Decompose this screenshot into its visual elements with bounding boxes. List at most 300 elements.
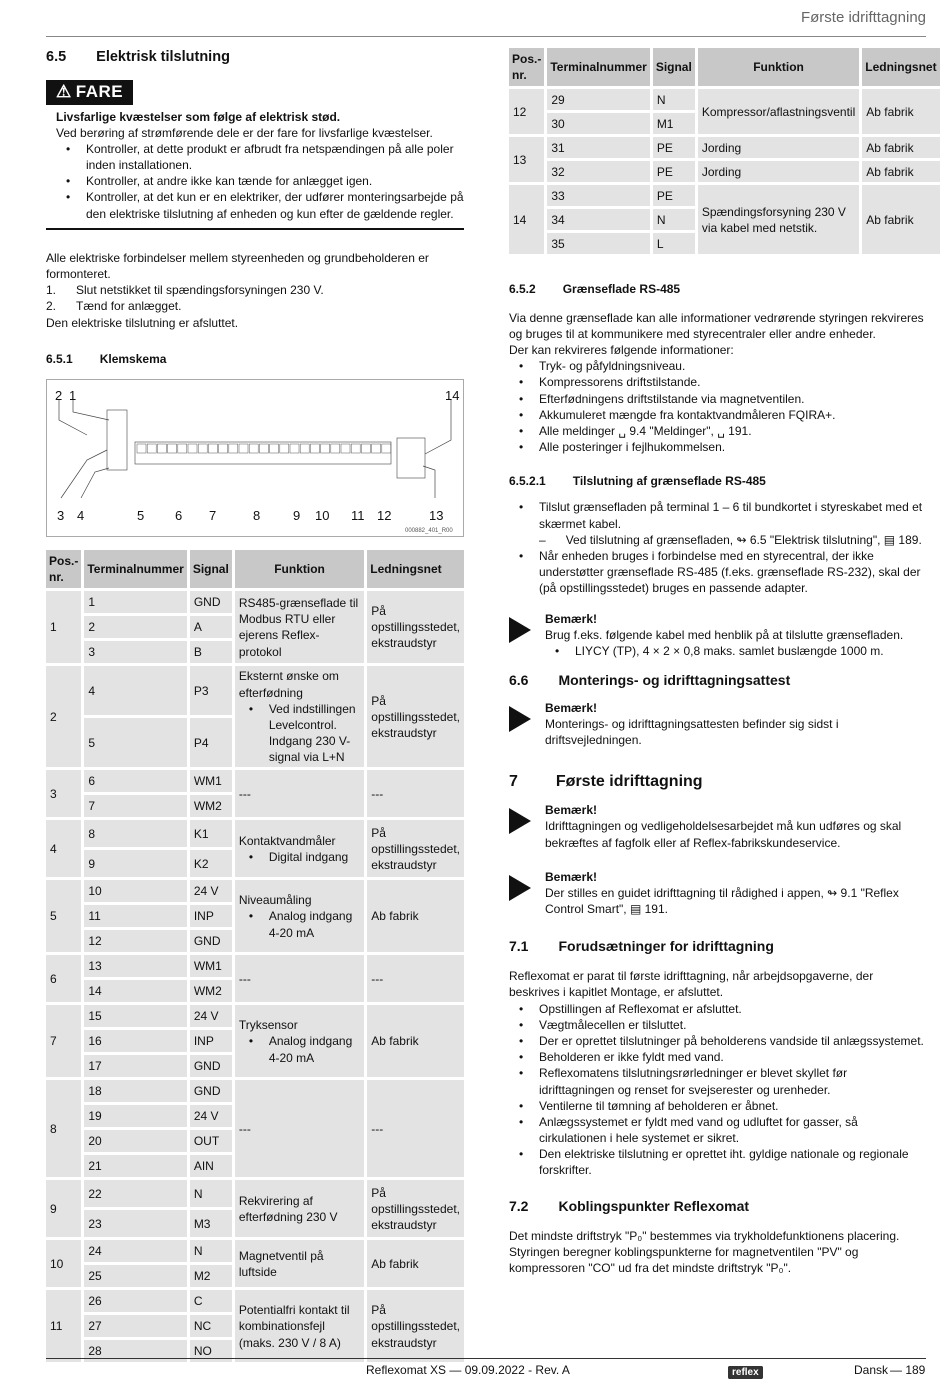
list-item: • Akkumuleret mængde fra kontaktvandmåleren FQIRA+. bbox=[509, 407, 925, 423]
terminal-cell bbox=[249, 444, 258, 453]
terminal-cell bbox=[300, 444, 309, 453]
signal-cell: K2 bbox=[190, 850, 232, 877]
terminal-cell bbox=[157, 444, 166, 453]
diagram-code: 000882_401_R00 bbox=[405, 527, 453, 534]
terminal-cell bbox=[341, 444, 350, 453]
function-list bbox=[239, 908, 360, 940]
function-text: RS485-grænseflade til Modbus RTU eller ejerens Reflex-protokol bbox=[238, 595, 359, 659]
function-cell bbox=[235, 955, 364, 1002]
terminal-cell: 27 bbox=[84, 1315, 186, 1337]
callout-label: 8 bbox=[253, 507, 261, 523]
section-number: 6.5 bbox=[46, 49, 67, 65]
signal-cell: C bbox=[190, 1290, 232, 1312]
table-row bbox=[46, 770, 464, 792]
note-text: Idrifttagningen og vedligeholdelsesarbejdet må kun udføres og skal bekræftes af fagfolk eller af Reflex-fabrikskundeservice. bbox=[545, 819, 902, 850]
column-header: Terminalnummer bbox=[547, 48, 649, 86]
section-title: Tilslutning af grænseflade RS-485 bbox=[572, 474, 766, 489]
net-cell: Ab fabrik bbox=[862, 185, 939, 254]
rs485-paragraph: Via denne grænseflade kan alle informationer vedrørende styringen rekvireres og bruges til at kommunikere med styrecentraler eller andre enheder. bbox=[509, 310, 924, 341]
note-attest bbox=[509, 700, 925, 749]
chapter-number: 7 bbox=[509, 772, 518, 790]
signal-cell: NC bbox=[190, 1315, 232, 1337]
function-text: --- bbox=[238, 786, 251, 801]
pos-cell: 12 bbox=[509, 89, 544, 134]
table-row bbox=[46, 666, 464, 715]
signal-cell: P3 bbox=[190, 666, 232, 715]
terminal-cell: 13 bbox=[84, 955, 186, 977]
footer-rule bbox=[46, 1358, 926, 1359]
function-cell bbox=[235, 820, 364, 877]
terminal-cell bbox=[178, 444, 187, 453]
terminal-cell: 5 bbox=[84, 718, 186, 767]
function-cell bbox=[235, 666, 364, 767]
terminal-cell: 21 bbox=[84, 1155, 186, 1177]
terminal-cell: 11 bbox=[84, 905, 186, 927]
terminal-cell: 22 bbox=[84, 1180, 186, 1207]
section-heading-7-1 bbox=[509, 937, 925, 956]
terminal-cell bbox=[321, 444, 330, 453]
table-row bbox=[509, 161, 940, 182]
signal-cell: INP bbox=[190, 905, 232, 927]
list-item: • LIYCY (TP), 4 × 2 × 0,8 maks. samlet buslængde 1000 m. bbox=[545, 643, 903, 659]
list-item: • Digital indgang bbox=[239, 849, 360, 865]
list-item: • Alle posteringer i fejlhukommelsen. bbox=[509, 439, 925, 455]
callout-label: 13 bbox=[429, 507, 444, 523]
note-arrow-icon bbox=[509, 875, 531, 901]
callout-label: 9 bbox=[293, 507, 301, 523]
left-column bbox=[46, 48, 464, 1365]
section-heading-6-5-2 bbox=[509, 281, 925, 297]
terminal-cell: 31 bbox=[547, 137, 649, 158]
terminal-cell bbox=[188, 444, 197, 453]
net-cell: Ab fabrik bbox=[862, 89, 939, 134]
steps-list bbox=[46, 282, 464, 314]
column-header: Funktion bbox=[698, 48, 859, 86]
table-row bbox=[46, 880, 464, 902]
step-number: 1. bbox=[46, 283, 57, 298]
table-row bbox=[509, 185, 940, 206]
pos-cell: 6 bbox=[46, 955, 81, 1002]
signal-cell: B bbox=[190, 641, 232, 663]
signal-cell: N bbox=[190, 1180, 232, 1207]
column-header: Terminalnummer bbox=[84, 550, 186, 588]
function-cell bbox=[235, 1005, 364, 1077]
net-cell: --- bbox=[367, 955, 464, 1002]
terminal-cell: 30 bbox=[547, 113, 649, 134]
section-heading-6-6 bbox=[509, 671, 925, 690]
callout-label: 5 bbox=[137, 507, 145, 523]
function-text: Tryksensor bbox=[238, 1018, 298, 1033]
terminal-diagram bbox=[46, 379, 464, 537]
signal-cell: M1 bbox=[653, 113, 695, 134]
list-item: • Kompressorens driftstilstande. bbox=[509, 374, 925, 390]
danger-label: FARE bbox=[75, 81, 124, 101]
terminal-cell: 26 bbox=[84, 1290, 186, 1312]
function-text: --- bbox=[238, 1121, 251, 1136]
table-row bbox=[46, 1080, 464, 1102]
table-body bbox=[46, 591, 464, 1362]
terminal-cell: 29 bbox=[547, 89, 649, 110]
signal-cell: 24 V bbox=[190, 1005, 232, 1027]
net-cell: På opstillingsstedet, ekstraudstyr bbox=[367, 1180, 464, 1237]
column-header: Pos.-nr. bbox=[46, 550, 81, 588]
table-row bbox=[46, 820, 464, 847]
section-heading-6-5-2-1 bbox=[509, 473, 925, 489]
danger-separator bbox=[46, 228, 464, 230]
prereq-paragraph: Reflexomat er parat til første idrifttagning, når arbejdsopgaverne, der beskrives i kapitlet Montage, er afsluttet. bbox=[509, 969, 874, 1000]
function-cell bbox=[235, 1080, 364, 1177]
terminal-cell bbox=[219, 444, 228, 453]
function-cell bbox=[698, 137, 859, 158]
signal-cell: GND bbox=[190, 930, 232, 952]
terminal-cell: 14 bbox=[84, 980, 186, 1002]
danger-badge bbox=[46, 80, 133, 105]
callout-label: 11 bbox=[351, 507, 365, 523]
function-cell bbox=[235, 880, 364, 952]
switchpoints-paragraph: Det mindste driftstryk "P₀" bestemmes via trykholdefunktionens placering. Styringen beregner koblingspunkterne for magnetventilen "PV" og kompressoren "CO" ud fra det mindste driftstryk "P₀". bbox=[509, 1228, 900, 1275]
pos-cell: 2 bbox=[46, 666, 81, 767]
done-text: Den elektriske tilslutning er afsluttet. bbox=[46, 315, 239, 330]
right-column bbox=[509, 48, 937, 1276]
terminal-cell: 33 bbox=[547, 185, 649, 206]
pos-cell: 3 bbox=[46, 770, 81, 817]
list-item-text: Tilslut grænsefladen på terminal 1 – 6 til bundkortet i styreskabet med et skærmet kabel. bbox=[539, 500, 923, 531]
list-item: • Alle meldinger ␣ 9.4 "Meldinger", ␣ 191. bbox=[509, 423, 925, 439]
signal-cell: WM2 bbox=[190, 795, 232, 817]
function-text: Jording bbox=[701, 164, 742, 179]
section-number: 6.5.1 bbox=[46, 351, 73, 366]
list-item: • Analog indgang 4-20 mA bbox=[239, 1033, 360, 1065]
terminal-cell bbox=[372, 444, 381, 453]
list-item: • Ventilerne til tømning af beholderen er åbnet. bbox=[509, 1098, 925, 1114]
column-header: Ledningsnet bbox=[367, 550, 464, 588]
column-header: Signal bbox=[190, 550, 232, 588]
section-title: Forudsætninger for idrifttagning bbox=[558, 938, 774, 955]
callout-label: 7 bbox=[209, 507, 217, 523]
net-cell: På opstillingsstedet, ekstraudstyr bbox=[367, 1290, 464, 1362]
table-header-row bbox=[509, 48, 940, 86]
signal-cell: GND bbox=[190, 1080, 232, 1102]
table-header-row bbox=[46, 550, 464, 588]
table-row bbox=[46, 591, 464, 613]
terminal-cell: 32 bbox=[547, 161, 649, 182]
section-number: 7.1 bbox=[509, 938, 529, 955]
list-item: • Vægtmålecellen er tilsluttet. bbox=[509, 1017, 925, 1033]
list-item: • Der er oprettet tilslutninger på beholderens vandside til anlægssystemet. bbox=[509, 1033, 925, 1049]
list-item: • Kontroller, at dette produkt er afbrudt fra netspændingen på alle poler inden installationen. bbox=[56, 141, 464, 173]
signal-cell: PE bbox=[653, 185, 695, 206]
net-cell: Ab fabrik bbox=[367, 1005, 464, 1077]
rs485-info-intro: Der kan rekvireres følgende informationer: bbox=[509, 342, 734, 357]
function-cell bbox=[235, 1180, 364, 1237]
terminal-cell bbox=[270, 444, 279, 453]
terminal-cell: 28 bbox=[84, 1340, 186, 1362]
table-row bbox=[46, 955, 464, 977]
chapter-heading-7 bbox=[509, 771, 925, 793]
list-item: • Den elektriske tilslutning er oprettet iht. gyldige nationale og regionale forskrifter. bbox=[509, 1146, 925, 1178]
net-cell: På opstillingsstedet, ekstraudstyr bbox=[367, 666, 464, 767]
sub-item bbox=[539, 532, 925, 548]
signal-cell: WM1 bbox=[190, 955, 232, 977]
function-text: Rekvirering af efterfødning 230 V bbox=[238, 1193, 338, 1224]
pos-cell: 1 bbox=[46, 591, 81, 663]
terminal-cell: 19 bbox=[84, 1105, 186, 1127]
pos-cell: 9 bbox=[46, 1180, 81, 1237]
terminal-cell: 1 bbox=[84, 591, 186, 613]
list-item: • Reflexomatens tilslutningsrørledninger er blevet skyllet før idrifttagningen og renset for svejserester og urenheder. bbox=[509, 1065, 925, 1097]
table-row bbox=[46, 1005, 464, 1027]
pos-cell: 11 bbox=[46, 1290, 81, 1362]
footer-doc: Reflexomat XS — 09.09.2022 - Rev. A bbox=[366, 1363, 570, 1377]
signal-cell: WM2 bbox=[190, 980, 232, 1002]
signal-cell: N bbox=[653, 209, 695, 230]
intro-text: Alle elektriske forbindelser mellem styreenheden og grundbeholderen er formonteret. bbox=[46, 250, 429, 281]
running-header: Første idrifttagning bbox=[800, 9, 926, 26]
function-text: --- bbox=[238, 971, 251, 986]
terminal-cell: 7 bbox=[84, 795, 186, 817]
section-number: 6.5.2.1 bbox=[509, 474, 546, 489]
signal-cell: M3 bbox=[190, 1210, 232, 1237]
logo-text: reflex bbox=[728, 1366, 763, 1379]
column-header: Signal bbox=[653, 48, 695, 86]
function-cell bbox=[698, 185, 859, 254]
signal-cell: INP bbox=[190, 1030, 232, 1052]
section-number: 7.2 bbox=[509, 1197, 529, 1214]
terminal-cell bbox=[147, 444, 156, 453]
terminal-cell: 8 bbox=[84, 820, 186, 847]
function-text: Kompressor/aflastningsventil bbox=[701, 104, 856, 119]
table-row bbox=[46, 1180, 464, 1207]
terminal-cell bbox=[331, 444, 340, 453]
terminal-cell: 16 bbox=[84, 1030, 186, 1052]
net-cell: På opstillingsstedet, ekstraudstyr bbox=[367, 591, 464, 663]
terminal-cell bbox=[351, 444, 360, 453]
callout-label: 14 bbox=[445, 387, 460, 403]
terminal-cell bbox=[259, 444, 268, 453]
terminal-cell: 34 bbox=[547, 209, 649, 230]
section-title: Koblingspunkter Reflexomat bbox=[558, 1197, 750, 1214]
function-text: Potentialfri kontakt til kombinationsfejl (maks. 230 V / 8 A) bbox=[238, 1303, 350, 1350]
callout-label: 1 bbox=[69, 387, 77, 403]
step-item bbox=[46, 282, 464, 298]
signal-cell: L bbox=[653, 233, 695, 254]
footer-lang: Dansk bbox=[854, 1363, 889, 1377]
pos-cell: 7 bbox=[46, 1005, 81, 1077]
page-number: — 189 bbox=[890, 1363, 926, 1377]
terminal-cell: 12 bbox=[84, 930, 186, 952]
step-number: 2. bbox=[46, 299, 57, 314]
net-cell: Ab fabrik bbox=[367, 880, 464, 952]
function-cell bbox=[235, 591, 364, 663]
section-title: Elektrisk tilslutning bbox=[96, 49, 230, 65]
section-heading-6-5 bbox=[46, 48, 464, 68]
column-header: Pos.-nr. bbox=[509, 48, 544, 86]
note-arrow-icon bbox=[509, 808, 531, 834]
table-row bbox=[46, 1240, 464, 1262]
pos-cell: 13 bbox=[509, 137, 544, 182]
note-service bbox=[509, 802, 925, 851]
callout-label: 4 bbox=[77, 507, 85, 523]
chapter-title: Første idrifttagning bbox=[555, 772, 703, 790]
terminal-diagram-svg bbox=[47, 380, 463, 536]
list-item: • Ved indstillingen Levelcontrol. Indgang 230 V-signal via L+N bbox=[239, 701, 360, 766]
note-label: Bemærk! bbox=[545, 803, 598, 818]
terminal-cell bbox=[198, 444, 207, 453]
section-title: Klemskema bbox=[99, 351, 167, 366]
pos-cell: 4 bbox=[46, 820, 81, 877]
signal-cell: N bbox=[653, 89, 695, 110]
list-item: • Anlægssystemet er fyldt med vand og udluftet for gasser, så cirkulationen i hele systemet er sikret. bbox=[509, 1114, 925, 1146]
table-body bbox=[509, 89, 940, 254]
section-number: 6.5.2 bbox=[509, 282, 536, 297]
rs485-info-list bbox=[509, 358, 925, 455]
reflex-logo bbox=[728, 1363, 763, 1380]
net-cell: Ab fabrik bbox=[862, 137, 939, 158]
table-row bbox=[509, 89, 940, 110]
callout-label: 6 bbox=[175, 507, 183, 523]
terminal-cell: 35 bbox=[547, 233, 649, 254]
net-cell: Ab fabrik bbox=[367, 1240, 464, 1287]
terminal-cell: 20 bbox=[84, 1130, 186, 1152]
terminal-cell: 6 bbox=[84, 770, 186, 792]
note-label: Bemærk! bbox=[545, 701, 598, 716]
list-item: • Beholderen er ikke fyldt med vand. bbox=[509, 1049, 925, 1065]
terminal-cell: 25 bbox=[84, 1265, 186, 1287]
note-app bbox=[509, 869, 925, 918]
header-rule bbox=[46, 36, 926, 37]
signal-cell: GND bbox=[190, 591, 232, 613]
terminal-cell bbox=[137, 444, 146, 453]
callout-label: 2 bbox=[55, 387, 63, 403]
danger-heading: Livsfarlige kvæstelser som følge af elektrisk stød. bbox=[56, 109, 341, 124]
signal-cell: A bbox=[190, 616, 232, 638]
terminal-cell: 18 bbox=[84, 1080, 186, 1102]
column-header: Funktion bbox=[235, 550, 364, 588]
function-list bbox=[239, 701, 360, 766]
terminal-cell bbox=[168, 444, 177, 453]
column-header: Ledningsnet bbox=[862, 48, 939, 86]
terminal-cell bbox=[229, 444, 238, 453]
list-item: • Kontroller, at det kun er en elektriker, der udfører monteringsarbejde på den elektriske tilslutning af enheden og kun efter de gældende regler. bbox=[56, 189, 464, 221]
signal-cell: P4 bbox=[190, 718, 232, 767]
callout-label: 10 bbox=[315, 507, 330, 523]
function-list bbox=[239, 849, 360, 865]
note-arrow-icon bbox=[509, 617, 531, 643]
signal-cell: PE bbox=[653, 137, 695, 158]
terminal-cell: 2 bbox=[84, 616, 186, 638]
terminal-cell bbox=[239, 444, 248, 453]
function-cell bbox=[235, 1240, 364, 1287]
sub-item-text: Ved tilslutning af grænsefladen, ↬ 6.5 "Elektrisk tilslutning", ▤ 189. bbox=[565, 532, 922, 547]
note-text: Monterings- og idrifttagningsattesten befinder sig sidst i driftsvejledningen. bbox=[545, 717, 839, 748]
signal-cell: NO bbox=[190, 1340, 232, 1362]
pos-cell: 5 bbox=[46, 880, 81, 952]
terminal-cell bbox=[361, 444, 370, 453]
pos-cell: 14 bbox=[509, 185, 544, 254]
terminal-cell bbox=[310, 444, 319, 453]
net-cell: Ab fabrik bbox=[862, 161, 939, 182]
rs485-connect-list bbox=[509, 499, 925, 596]
note-label: Bemærk! bbox=[545, 869, 598, 884]
function-cell bbox=[235, 1290, 364, 1362]
net-cell: På opstillingsstedet, ekstraudstyr bbox=[367, 820, 464, 877]
function-text: Kontaktvandmåler bbox=[238, 833, 336, 848]
danger-list bbox=[56, 141, 464, 222]
function-cell bbox=[235, 770, 364, 817]
function-list bbox=[239, 1033, 360, 1065]
section-heading-7-2 bbox=[509, 1197, 925, 1216]
terminal-cell: 9 bbox=[84, 850, 186, 877]
section-title: Grænseflade RS-485 bbox=[562, 282, 681, 297]
table-row bbox=[509, 137, 940, 158]
terminal-cell: 23 bbox=[84, 1210, 186, 1237]
note-cable bbox=[509, 611, 925, 660]
list-item: • Efterfødningens driftstilstande via magnetventilen. bbox=[509, 391, 925, 407]
step-text: Slut netstikket til spændingsforsyningen 230 V. bbox=[76, 283, 324, 298]
list-item: • Tryk- og påfyldningsniveau. bbox=[509, 358, 925, 374]
function-text: Spændingsforsyning 230 V via kabel med netstik. bbox=[701, 204, 846, 235]
warning-triangle-icon: ⚠ bbox=[56, 81, 72, 101]
note-text: Der stilles en guidet idrifttagning til rådighed i appen, ↬ 9.1 "Reflex Control Smart", ▤ 191. bbox=[545, 885, 899, 917]
danger-box bbox=[46, 109, 464, 222]
signal-cell: M2 bbox=[190, 1265, 232, 1287]
list-item: • Analog indgang 4-20 mA bbox=[239, 908, 360, 940]
danger-text: Ved berøring af strømførende dele er der fare for livsfarlige kvæstelser. bbox=[56, 125, 433, 140]
terminal-cell: 10 bbox=[84, 880, 186, 902]
terminal-cell: 3 bbox=[84, 641, 186, 663]
pos-cell: 10 bbox=[46, 1240, 81, 1287]
signal-cell: 24 V bbox=[190, 880, 232, 902]
table-row bbox=[46, 1290, 464, 1312]
note-label: Bemærk! bbox=[545, 611, 598, 626]
net-cell: --- bbox=[367, 770, 464, 817]
function-text: Eksternt ønske om efterfødning bbox=[238, 669, 339, 700]
section-title: Monterings- og idrifttagningsattest bbox=[558, 672, 791, 689]
signal-cell: WM1 bbox=[190, 770, 232, 792]
callout-label: 3 bbox=[57, 507, 65, 523]
signal-cell: PE bbox=[653, 161, 695, 182]
signal-cell: GND bbox=[190, 1055, 232, 1077]
list-item bbox=[509, 499, 925, 548]
terminal-cell: 24 bbox=[84, 1240, 186, 1262]
section-number: 6.6 bbox=[509, 672, 529, 689]
terminal-table-continued bbox=[506, 45, 943, 257]
terminal-cell bbox=[208, 444, 217, 453]
terminal-cell bbox=[382, 444, 391, 453]
signal-cell: 24 V bbox=[190, 1105, 232, 1127]
function-cell bbox=[698, 89, 859, 134]
list-item: • Kontroller, at andre ikke kan tænde for anlægget igen. bbox=[56, 173, 464, 189]
terminal-cell: 17 bbox=[84, 1055, 186, 1077]
signal-cell: K1 bbox=[190, 820, 232, 847]
signal-cell: AIN bbox=[190, 1155, 232, 1177]
signal-cell: N bbox=[190, 1240, 232, 1262]
list-item: • Opstillingen af Reflexomat er afsluttet. bbox=[509, 1001, 925, 1017]
note-arrow-icon bbox=[509, 706, 531, 732]
step-item bbox=[46, 298, 464, 314]
step-text: Tænd for anlægget. bbox=[76, 299, 182, 314]
pos-cell: 8 bbox=[46, 1080, 81, 1177]
list-item: • Når enheden bruges i forbindelse med en styrecentral, der ikke understøtter grænseflade RS-485 (f.eks. grænseflade RS-232), skal der (på opstillingsstedet) bruges en passende adapter. bbox=[509, 548, 925, 597]
function-text: Jording bbox=[701, 140, 742, 155]
net-cell: --- bbox=[367, 1080, 464, 1177]
section-heading-6-5-1 bbox=[46, 351, 464, 367]
function-text: Niveaumåling bbox=[238, 893, 312, 908]
callout-label: 12 bbox=[377, 507, 392, 523]
terminal-cell: 15 bbox=[84, 1005, 186, 1027]
function-cell bbox=[698, 161, 859, 182]
terminal-cell: 4 bbox=[84, 666, 186, 715]
